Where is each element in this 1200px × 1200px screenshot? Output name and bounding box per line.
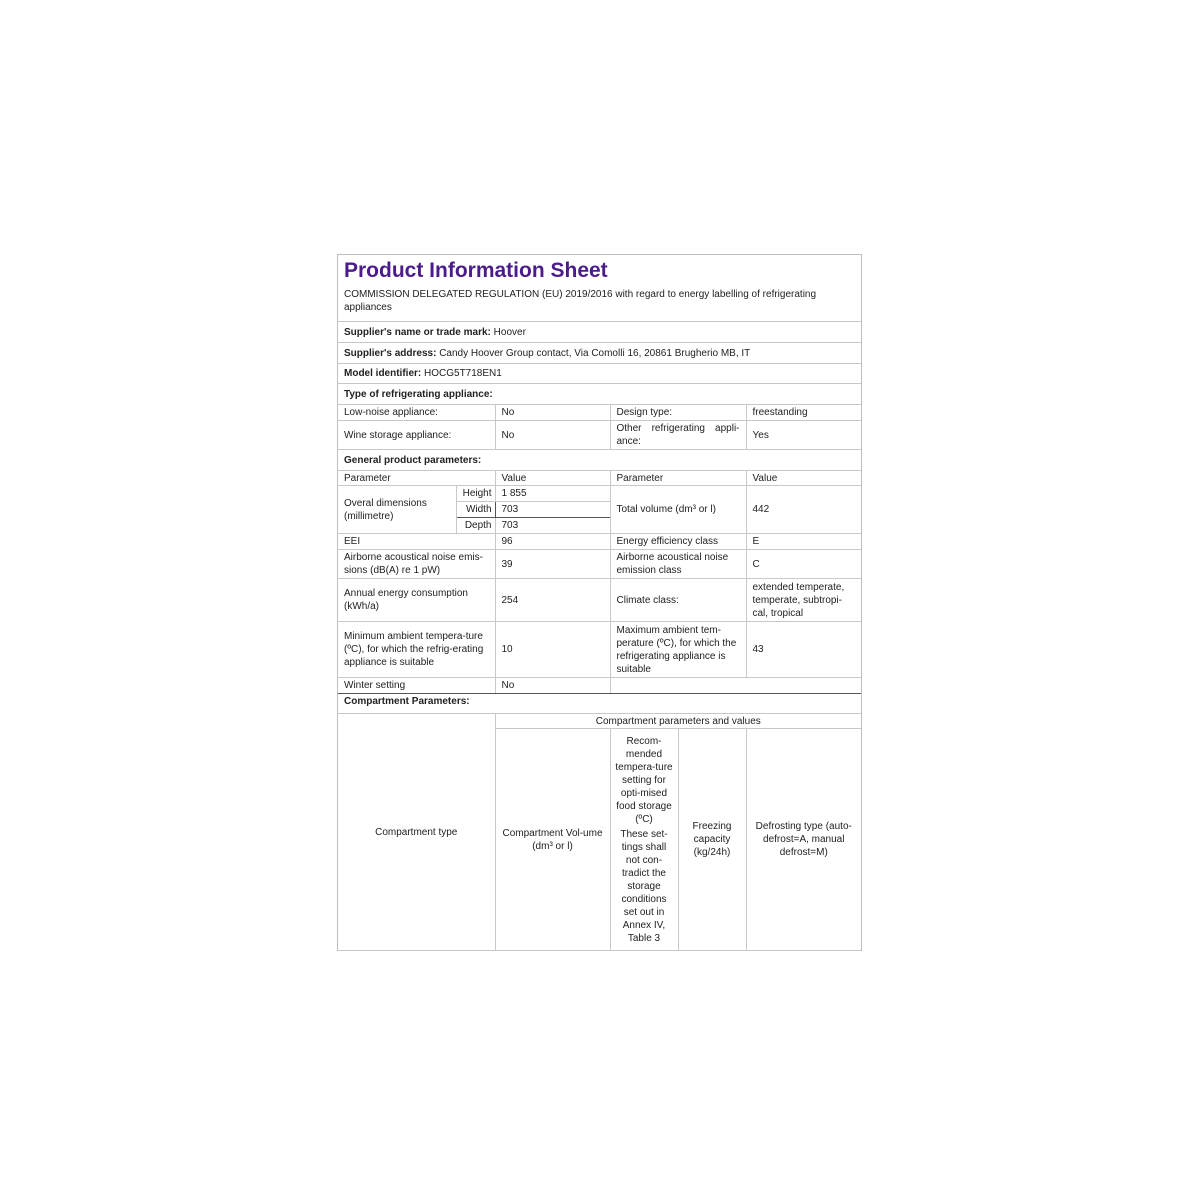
parameter-header: Parameter (338, 471, 495, 486)
total-volume-label: Total volume (dm³ or l) (610, 486, 746, 534)
climate-class-value: extended temperate, temperate, subtropi-cal, tropical (746, 579, 861, 622)
supplier-name-value: Hoover (493, 327, 526, 338)
table-row (338, 486, 861, 502)
value-header: Value (495, 471, 610, 486)
recommended-temperature-header (610, 729, 678, 951)
other-refrigerating-label: Other refrigerating appli-ance: (610, 421, 746, 450)
min-ambient-label: Minimum ambient tempera-ture (ºC), for which the refrig-erating appliance is suitable (338, 622, 495, 678)
climate-class-label: Climate class: (610, 579, 746, 622)
width-label: Width (456, 502, 495, 518)
general-heading: General product parameters: (344, 455, 482, 466)
supplier-name-row (338, 321, 861, 342)
table-row (338, 405, 861, 421)
compartment-heading-row (338, 693, 861, 713)
parameter-header: Parameter (610, 471, 746, 486)
supplier-address-row (338, 342, 861, 363)
general-parameters-table (338, 470, 861, 694)
min-ambient-value: 10 (495, 622, 610, 678)
noise-class-label: Airborne acoustical noise emission class (610, 550, 746, 579)
recommended-temperature-text: Recom-mended tempera-ture setting for opti-mised food storage (ºC) (615, 735, 673, 825)
table-row (338, 550, 861, 579)
model-identifier-row (338, 363, 861, 383)
supplier-address-value: Candy Hoover Group contact, Via Comolli 16, 20861 Brugherio MB, IT (439, 348, 751, 359)
compartment-table (338, 713, 861, 951)
table-row (338, 421, 861, 450)
max-ambient-label: Maximum ambient tem-perature (ºC), for which the refrigerating appliance is suitable (610, 622, 746, 678)
annual-energy-value: 254 (495, 579, 610, 622)
dimensions-label: Overal dimensions (millimetre) (338, 486, 456, 534)
eei-label: EEI (338, 534, 495, 550)
other-refrigerating-value: Yes (746, 421, 861, 450)
energy-class-value: E (746, 534, 861, 550)
type-table (338, 404, 861, 450)
type-heading: Type of refrigerating appliance: (344, 389, 493, 400)
table-row (338, 714, 861, 729)
compartment-heading: Compartment Parameters: (344, 696, 470, 707)
low-noise-label: Low-noise appliance: (338, 405, 495, 421)
noise-emissions-label: Airborne acoustical noise emis-sions (dB(A) re 1 pW) (338, 550, 495, 579)
design-type-value: freestanding (746, 405, 861, 421)
storage-conditions-note: These set-tings shall not con-tradict the storage conditions set out in Annex IV, Table 3 (620, 828, 668, 944)
table-row (338, 622, 861, 678)
eei-value: 96 (495, 534, 610, 550)
type-heading-row (338, 383, 861, 404)
model-identifier-label: Model identifier: (344, 368, 422, 379)
wine-storage-value: No (495, 421, 610, 450)
compartment-volume-header: Compartment Vol-ume (dm³ or l) (495, 729, 610, 951)
value-header: Value (746, 471, 861, 486)
compartment-type-header: Compartment type (338, 714, 495, 951)
supplier-address-label: Supplier's address: (344, 348, 437, 359)
noise-emissions-value: 39 (495, 550, 610, 579)
page-title: Product Information Sheet (344, 259, 608, 282)
low-noise-value: No (495, 405, 610, 421)
table-row (338, 534, 861, 550)
total-volume-value: 442 (746, 486, 861, 534)
defrosting-type-header: Defrosting type (auto-defrost=A, manual defrost=M) (746, 729, 861, 951)
regulation-subtitle: COMMISSION DELEGATED REGULATION (EU) 2019/2016 with regard to energy labelling of refrigerating appliances (344, 289, 817, 313)
energy-class-label: Energy efficiency class (610, 534, 746, 550)
depth-value: 703 (495, 518, 610, 534)
supplier-name-label: Supplier's name or trade mark: (344, 327, 491, 338)
general-heading-row (338, 449, 861, 470)
table-row (338, 471, 861, 486)
height-label: Height (456, 486, 495, 502)
wine-storage-label: Wine storage appliance: (338, 421, 495, 450)
design-type-label: Design type: (610, 405, 746, 421)
noise-class-value: C (746, 550, 861, 579)
winter-setting-label: Winter setting (338, 678, 495, 694)
freezing-capacity-header: Freezing capacity (kg/24h) (678, 729, 746, 951)
winter-setting-value: No (495, 678, 610, 694)
max-ambient-value: 43 (746, 622, 861, 678)
width-value: 703 (495, 502, 610, 518)
empty-cell (610, 678, 861, 694)
annual-energy-label: Annual energy consumption (kWh/a) (338, 579, 495, 622)
model-identifier-value: HOCG5T718EN1 (424, 368, 502, 379)
height-value: 1 855 (495, 486, 610, 502)
depth-label: Depth (456, 518, 495, 534)
table-row (338, 579, 861, 622)
table-row (338, 678, 861, 694)
product-information-sheet (337, 254, 862, 951)
compartment-group-header: Compartment parameters and values (495, 714, 861, 729)
